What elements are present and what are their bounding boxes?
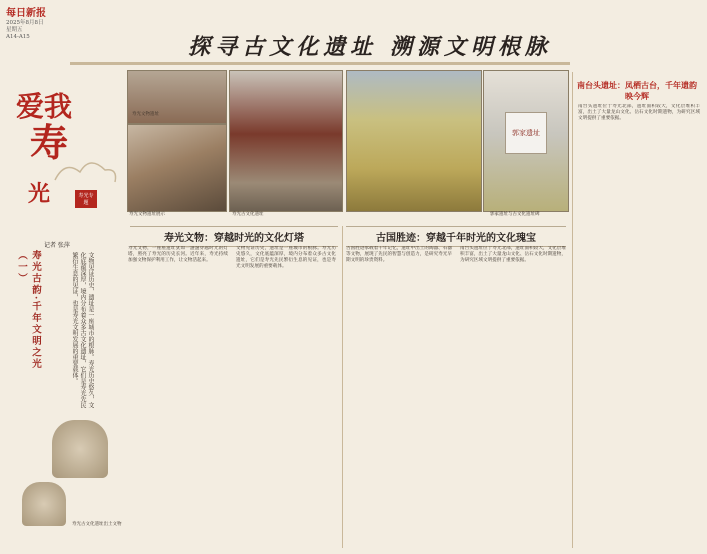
- photo-caption-3: 寿光古文化遗址: [232, 212, 264, 217]
- intro-text: 文物见证历史，遗址是一座城市的根脉。寿光历史悠久，文化底蕴深厚，境内分布着众多古文化遗址，它们是寿光先民繁衍生息的见证，也是寿光文明发展的重要载体。: [71, 252, 94, 408]
- headline-rule: [70, 62, 570, 65]
- section-divider: [342, 226, 343, 548]
- photo-cornfield: [346, 70, 482, 212]
- series-title-1: 爱我: [16, 90, 73, 123]
- series-title-2: 寿: [30, 121, 69, 165]
- section-1-text-b: 文物见证历史，遗址是一座城市的根脉。寿光历史悠久，文化底蕴深厚，境内分布着众多古文化遗址，它们是寿光先民繁衍生息的见证，也是寿光文明发展的重要载体。: [236, 246, 336, 270]
- newspaper-name: 每日新报: [6, 8, 46, 19]
- issue-date: 2025年8月8日: [6, 20, 44, 26]
- section-title-2: 古国胜迹：穿越千年时光的文化瑰宝: [346, 226, 566, 247]
- pottery-vessel-image: [52, 420, 108, 478]
- issue-day: 星期五: [6, 27, 23, 33]
- photo-caption-1: 寿光文物遗址: [132, 112, 159, 117]
- section-3-text: 南台头遗址位于寿光北部，遗址面积较大，文化层堆积丰富，出土了大量龙山文化、岳石文化时期遗物，为研究区域文明提供了重要依据。: [578, 104, 700, 122]
- masthead: [6, 8, 64, 41]
- section-2-text-b: 南台头遗址位于寿光北部，遗址面积较大，文化层堆积丰富，出土了大量龙山文化、岳石文化时期遗物，为研究区域文明提供了重要依据。: [460, 246, 566, 264]
- section-2-text-a: 古国胜迹承载着千年记忆，遗址中出土的陶器、石器等文物，展现了先民的智慧与创造力，是研究寿光早期文明的珍贵资料。: [346, 246, 452, 264]
- byline: 记者 张萍: [44, 242, 70, 249]
- artifact-caption: 寿光古文化遗址出土文物: [72, 522, 122, 527]
- photo-caption-4: 郭家遗址与古文化遗址碑: [490, 212, 540, 217]
- vertical-tagline: 寿光古韵·千年文明之光（一）: [16, 250, 41, 371]
- series-seal: 寿光专题: [75, 190, 97, 208]
- series-title-3: 光: [28, 182, 51, 207]
- section-1-text-a: 寿光文物，一座座遗址犹如一盏盏穿越时光的灯塔，照亮了寿光的历史长河。近年来，寿光持续加强文物保护利用工作，让文物活起来。: [128, 246, 228, 264]
- section-title-1: 寿光文物：穿越时光的文化灯塔: [130, 226, 338, 247]
- photo-temple: [229, 70, 343, 212]
- stele-sign: 郭家遗址: [505, 112, 547, 154]
- photo-excavation: [127, 124, 227, 212]
- photo-caption-2: 寿光文物遗址展示: [129, 212, 165, 217]
- cloud-ornament-icon: [50, 150, 120, 190]
- section-title-3: 南台头遗址：凤栖古台，千年遗韵映今辉: [577, 80, 697, 101]
- pottery-tripod-image: [22, 482, 66, 526]
- column-divider: [572, 72, 573, 548]
- page-headline: 探寻古文化遗址 溯源文明根脉: [188, 35, 552, 60]
- page-number: A14-A15: [6, 34, 30, 40]
